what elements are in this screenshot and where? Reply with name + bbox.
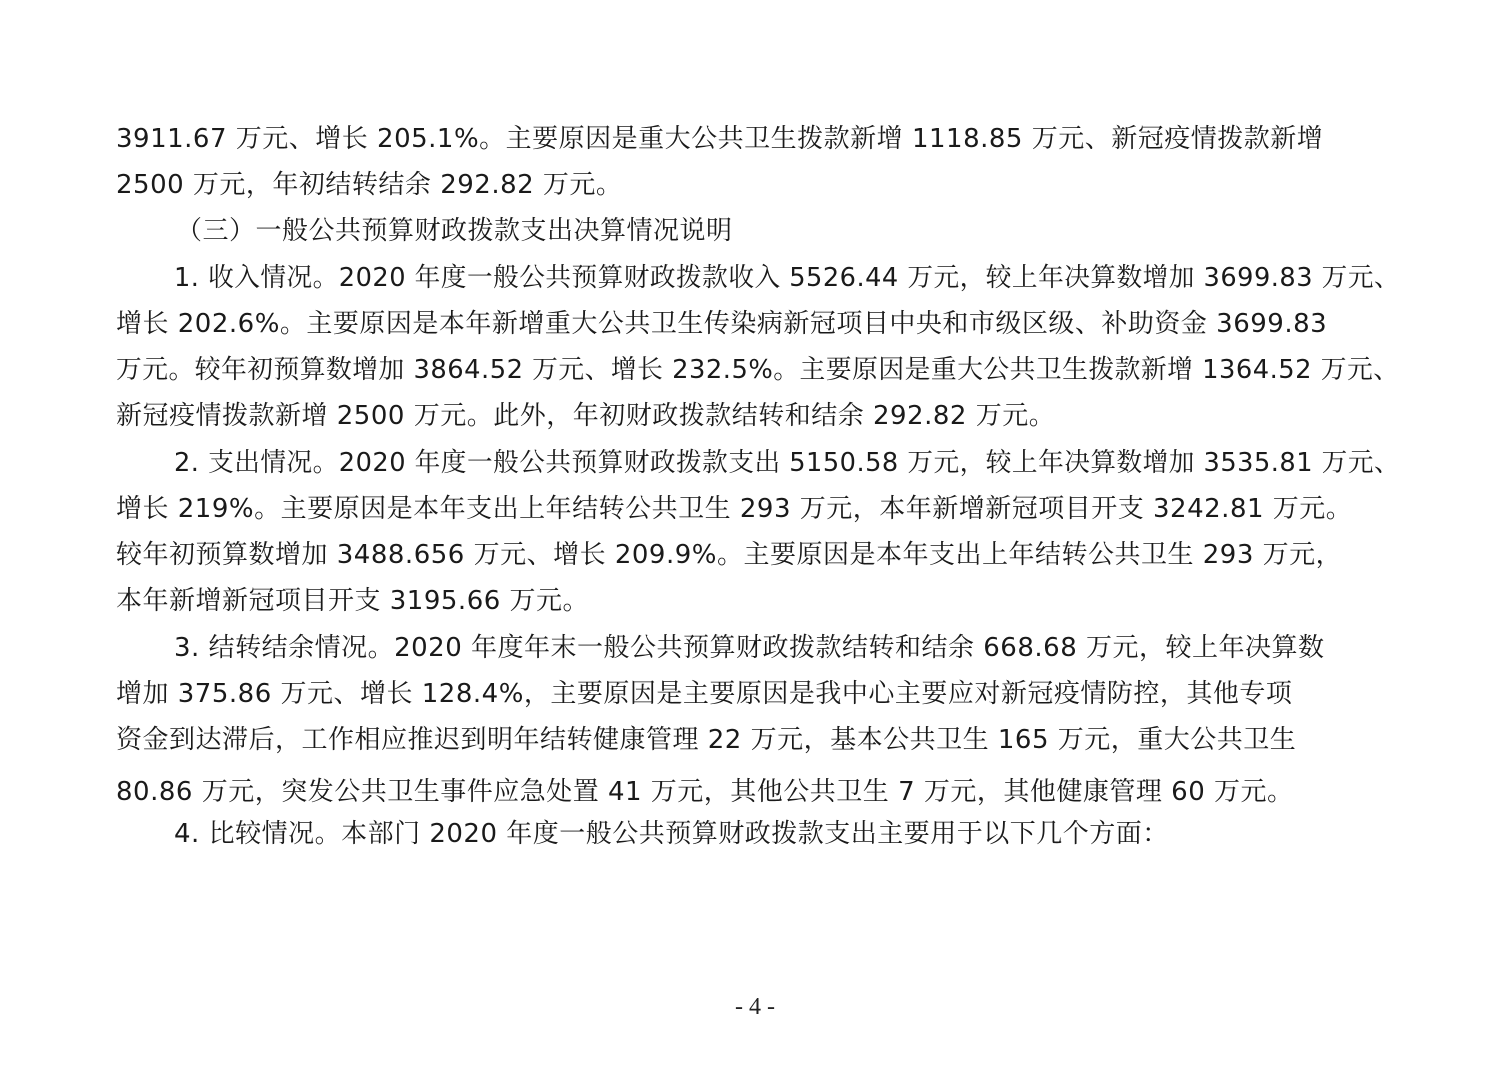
paragraph-line: 80.86 万元，突发公共卫生事件应急处置 41 万元，其他公共卫生 7 万元，其他健康管理 60 万元。 bbox=[116, 777, 1294, 807]
paragraph-line: 1. 收入情况。2020 年度一般公共预算财政拨款收入 5526.44 万元，较上年决算数增加 3699.83 万元、 bbox=[174, 263, 1401, 293]
paragraph-line: 增长 202.6%。主要原因是本年新增重大公共卫生传染病新冠项目中央和市级区级、补助资金 3699.83 bbox=[116, 309, 1328, 339]
paragraph-line: 2500 万元，年初结转结余 292.82 万元。 bbox=[116, 170, 623, 200]
paragraph-line: 4. 比较情况。本部门 2020 年度一般公共预算财政拨款支出主要用于以下几个方面： bbox=[174, 819, 1169, 849]
paragraph-line: 增长 219%。主要原因是本年支出上年结转公共卫生 293 万元，本年新增新冠项目开支 3242.81 万元。 bbox=[116, 494, 1353, 524]
paragraph-line: 2. 支出情况。2020 年度一般公共预算财政拨款支出 5150.58 万元，较上年决算数增加 3535.81 万元、 bbox=[174, 448, 1401, 478]
page-number: - 4 - bbox=[735, 994, 775, 1020]
paragraph-line: 3911.67 万元、增长 205.1%。主要原因是重大公共卫生拨款新增 1118.85 万元、新冠疫情拨款新增 bbox=[116, 124, 1324, 154]
paragraph-line: 3. 结转结余情况。2020 年度年末一般公共预算财政拨款结转和结余 668.68 万元，较上年决算数 bbox=[174, 633, 1325, 663]
paragraph-line: 新冠疫情拨款新增 2500 万元。此外，年初财政拨款结转和结余 292.82 万元。 bbox=[116, 401, 1056, 431]
paragraph-line: 增加 375.86 万元、增长 128.4%，主要原因是主要原因是我中心主要应对新冠疫情防控，其他专项 bbox=[116, 679, 1293, 709]
paragraph-line: 资金到达滞后，工作相应推迟到明年结转健康管理 22 万元，基本公共卫生 165 万元，重大公共卫生 bbox=[116, 725, 1297, 755]
paragraph-line: 本年新增新冠项目开支 3195.66 万元。 bbox=[116, 586, 590, 616]
paragraph-line: 较年初预算数增加 3488.656 万元、增长 209.9%。主要原因是本年支出上年结转公共卫生 293 万元， bbox=[116, 540, 1343, 570]
section-heading: （三）一般公共预算财政拨款支出决算情况说明 bbox=[176, 216, 733, 246]
paragraph-line: 万元。较年初预算数增加 3864.52 万元、增长 232.5%。主要原因是重大公共卫生拨款新增 1364.52 万元、 bbox=[116, 355, 1400, 385]
